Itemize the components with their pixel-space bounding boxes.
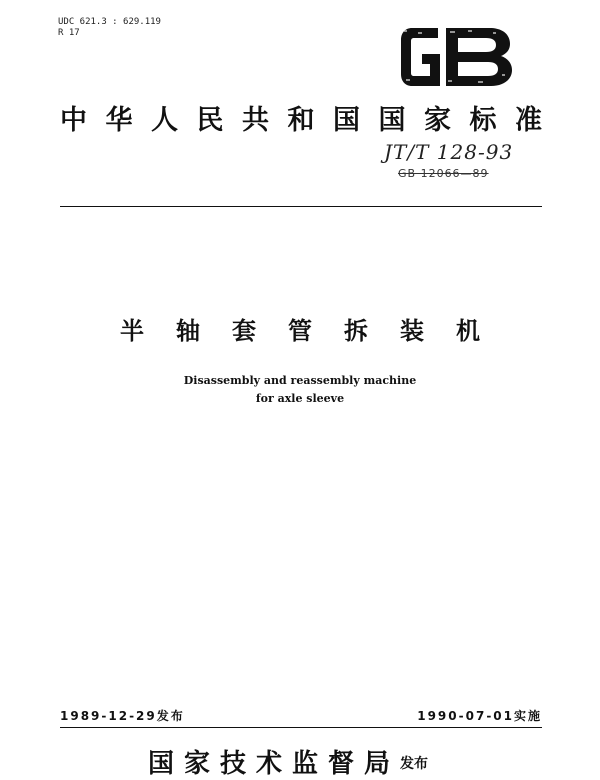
effective-date: 1990-07-01实施 — [417, 709, 542, 723]
publisher-char: 技 — [220, 749, 247, 779]
title-char: 家 — [424, 105, 451, 136]
title-char: 标 — [469, 105, 497, 136]
footer-divider — [60, 727, 542, 728]
document-title-en — [0, 372, 600, 408]
publisher-char: 督 — [328, 749, 355, 779]
doc-title-char: 轴 — [176, 317, 200, 345]
doc-title-char: 装 — [400, 317, 424, 345]
title-char: 民 — [196, 105, 224, 136]
classification-block — [58, 17, 161, 39]
publisher-char: 监 — [292, 749, 319, 779]
publisher-char: 术 — [256, 749, 283, 779]
title-char: 共 — [242, 105, 269, 136]
title-char: 人 — [151, 105, 178, 136]
title-char: 和 — [287, 105, 315, 136]
publisher-char: 家 — [184, 749, 211, 779]
udc-code: UDC 621.3 : 629.119 — [58, 17, 161, 27]
document-title-cn — [120, 316, 480, 346]
publisher-char: 国 — [148, 749, 175, 779]
superseded-number: GB 12066—89 — [398, 167, 489, 180]
standard-category-title — [60, 104, 542, 138]
doc-title-char: 机 — [456, 317, 480, 345]
doc-title-char: 半 — [120, 317, 144, 345]
doc-title-char: 套 — [232, 317, 256, 345]
publisher-name — [148, 748, 428, 780]
category-code: R 17 — [58, 28, 80, 38]
title-char: 华 — [105, 105, 133, 136]
gb-logo-icon — [398, 24, 516, 90]
header-divider — [60, 206, 542, 207]
title-en-line: Disassembly and reassembly machine — [183, 374, 417, 387]
title-char: 国 — [333, 105, 360, 136]
doc-title-char: 管 — [288, 317, 312, 345]
publisher-char: 局 — [364, 749, 391, 779]
title-char: 中 — [60, 105, 87, 136]
title-char: 准 — [515, 105, 542, 136]
title-char: 国 — [378, 105, 406, 136]
doc-title-char: 拆 — [344, 317, 368, 345]
publisher-suffix: 发布 — [400, 756, 428, 772]
issue-date: 1989-12-29发布 — [60, 709, 185, 723]
title-en-line: for axle sleeve — [255, 392, 345, 405]
standard-number-handwritten: JT/T 128-93 — [384, 140, 514, 164]
